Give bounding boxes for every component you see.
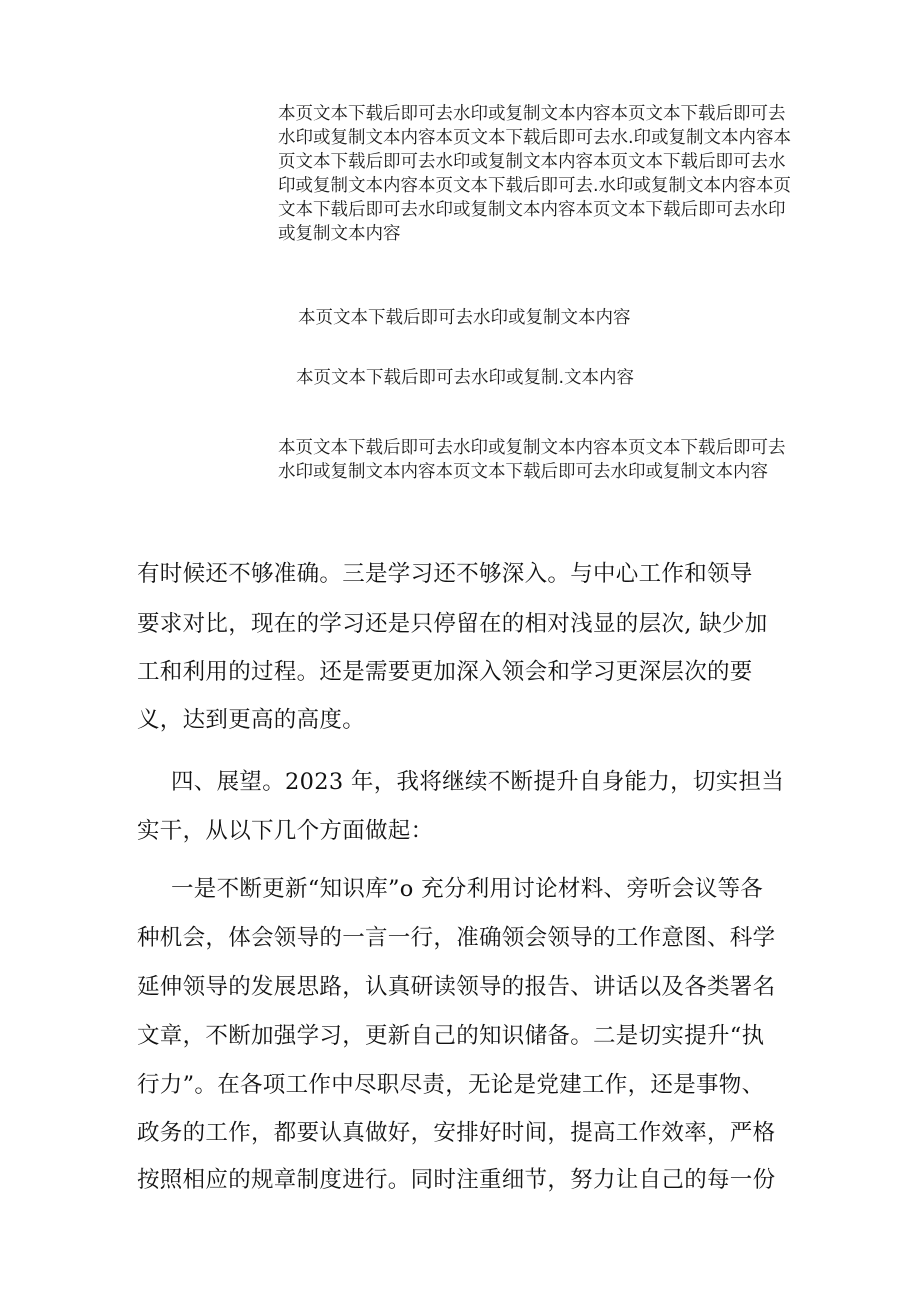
watermark-line: 本页文本下载后即可去水印或复制文本内容本页文本下载后即可去 — [278, 438, 786, 458]
watermark-block-4 — [278, 436, 798, 484]
body-line: 文章，不断加强学习，更新自己的知识储备。二是切实提升“执 — [137, 1023, 765, 1049]
body-line: 种机会，体会领导的一言一行，准确领会领导的工作意图、科学 — [137, 925, 776, 951]
watermark-line: 印或复制文本内容本页文本下载后即可去.水印或复制文本内容本页 — [278, 176, 792, 196]
body-line: 工和利用的过程。还是需要更加深入领会和学习更深层次的要 — [137, 659, 753, 685]
watermark-line: 水印或复制文本内容本页文本下载后即可去水印或复制文本内容 — [278, 462, 768, 482]
watermark-line: 文本下载后即可去水印或复制文本内容本页文本下载后即可去水印 — [278, 200, 786, 220]
watermark-line: 页文本下载后即可去水印或复制文本内容本页文本下载后即可去水 — [278, 152, 786, 172]
body-line: 四、展望。2023 年，我将继续不断提升自身能力，切实担当 — [171, 769, 785, 795]
body-line: 政务的工作，都要认真做好，安排好时间，提高工作效率，严格 — [137, 1120, 776, 1146]
watermark-line-2: 本页文本下载后即可去水印或复制文本内容 — [298, 308, 631, 328]
watermark-line-3: 本页文本下载后即可去水印或复制.文本内容 — [296, 368, 635, 388]
watermark-line: 本页文本下载后即可去水印或复制文本内容本页文本下载后即可去 — [278, 104, 786, 124]
body-line: 要求对比，现在的学习还是只停留在的相对浅显的层次, 缺少加 — [137, 611, 768, 637]
body-line: 义，达到更高的高度。 — [137, 707, 366, 733]
body-line: 有时候还不够准确。三是学习还不够深入。与中心工作和领导 — [137, 561, 753, 587]
body-line: 行力”。在各项工作中尽职尽责，无论是党建工作，还是事物、 — [137, 1072, 765, 1098]
body-line: 按照相应的规章制度进行。同时注重细节，努力让自己的每一份 — [137, 1167, 776, 1193]
body-line: 实干，从以下几个方面做起： — [137, 818, 434, 844]
watermark-line: 或复制文本内容 — [278, 224, 401, 244]
watermark-block-1 — [278, 102, 798, 246]
watermark-line: 水印或复制文本内容本页文本下载后即可去水.印或复制文本内容本 — [278, 128, 792, 148]
body-line: 一是不断更新“知识库”o 充分利用讨论材料、旁听会议等各 — [171, 876, 764, 902]
body-line: 延伸领导的发展思路，认真研读领导的报告、讲话以及各类署名 — [137, 974, 776, 1000]
